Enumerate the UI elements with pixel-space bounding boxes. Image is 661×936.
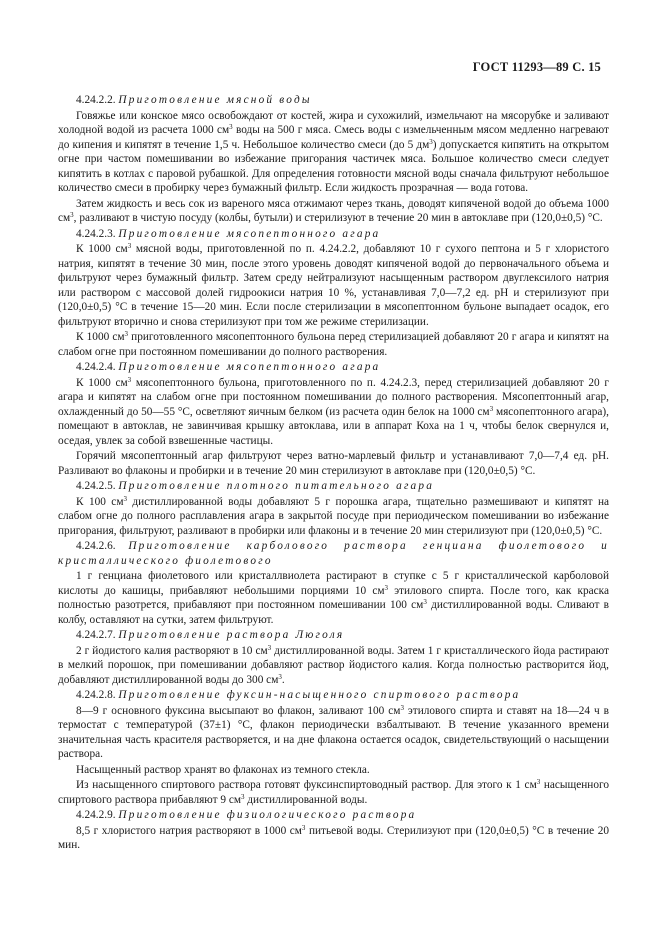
paragraph-text: мясопептонного агара), помещают в автоклав, не завинчивая крышку автоклава, или в аппарат Коха на 1 ч, чтобы белок свернулся и, оседая, увлек за собой взвешенные частицы. [58, 405, 609, 447]
superscript: 3 [123, 494, 127, 503]
superscript: 3 [70, 211, 74, 219]
superscript: 3 [267, 643, 272, 652]
document-body [58, 93, 609, 853]
paragraph-text: Говяжье или конское мясо освобождают от костей, жира и сухожилий, измельчают на мясорубке и заливают холодной водой из расчета 1000 см [58, 109, 609, 136]
body-paragraph [58, 376, 609, 449]
paragraph-text: 1 г генциана фиолетового или кристаллвиолета растирают в ступке с 5 г кристаллической карболовой кислоты до кашицы, прибавляют небольшими порциями 10 см [58, 570, 609, 597]
superscript: 3 [127, 375, 132, 384]
paragraph-text: . [281, 673, 285, 686]
section-title: Приготовление физиологического раствора [118, 809, 417, 821]
superscript: 3 [229, 123, 233, 131]
superscript: 3 [127, 242, 132, 250]
body-paragraph [58, 242, 609, 329]
section-heading [58, 227, 609, 242]
body-paragraph [58, 704, 609, 762]
paragraph-text: этилового спирта и ставят на 18—24 ч в термостат с температурой (37±1) °С, флакон периодически взбалтывают. В течение указанного времени значительная часть красителя растворяется, и на дне флакона остается осадок, свидетельствующий о насыщении раствора. [58, 704, 609, 760]
paragraph-text: Насыщенный раствор хранят во флаконах из темного стекла. [76, 763, 370, 776]
superscript: 3 [124, 330, 129, 338]
section-title: Приготовление мясопептонного агара [118, 361, 381, 373]
paragraph-text: Горячий мясопептонный агар фильтруют через ватно-марлевый фильтр и устанавливают 7,0—7,4 ед. рН. Разливают во флаконы и пробирки и в течение 20 мин стерилизуют в автоклаве при (120,0±0,5) °С. [58, 450, 609, 477]
paragraph-text: , разливают в чистую посуду (колбы, бутыли) и стерилизуют в течение 20 мин в автоклаве при (120,0±0,5) °С. [73, 212, 603, 224]
superscript: 3 [384, 583, 389, 592]
body-paragraph [58, 824, 609, 853]
paragraph-text: насыщенного спиртового раствора прибавляют 9 см [58, 779, 609, 806]
body-paragraph [58, 109, 609, 196]
section-heading [58, 628, 609, 643]
paragraph-text: ) допускается кипятить на открытом огне при частом помешивании во избежание пригорания частичек мяса. Большое количество смеси следует кипятить в котлах с паровой рубашкой. Для определения готовности мясной воды сначала фильтруют небольшое количество смеси в пробирку через бумажный фильтр. Если жидкость прозрачная — вода готова. [58, 138, 609, 194]
section-number: 4.24.2.5. [76, 480, 116, 492]
section-number: 4.24.2.3. [76, 227, 116, 240]
superscript: 3 [301, 823, 306, 832]
body-paragraph [58, 197, 609, 226]
superscript: 3 [423, 598, 427, 606]
body-paragraph [58, 330, 609, 359]
paragraph-text: 8,5 г хлористого натрия растворяют в 1000 см [76, 824, 302, 837]
paragraph-text: К 100 см [76, 495, 124, 508]
section-heading [58, 808, 609, 823]
section-title: Приготовление мясной воды [118, 94, 312, 106]
section-number: 4.24.2.7. [76, 629, 116, 641]
section-heading [58, 360, 609, 375]
superscript: 3 [536, 778, 541, 786]
paragraph-text: К 1000 см [76, 376, 128, 389]
section-heading [58, 539, 609, 568]
paragraph-text: дистиллированной воды. Сливают в колбу, оставляют на сутки, затем фильтруют. [58, 599, 609, 626]
superscript: 3 [429, 137, 433, 146]
paragraph-text: мясопептонного бульона, приготовленного по п. 4.24.2.3, перед стерилизацией добавляют 20 г агара и кипятят на слабом огне при постоянном помешивании до полного растворения. Мясопептонный агар, охлажденный до 50—55 °С, осветляют яичным белком (из расчета один белок на 1000 см [58, 376, 609, 418]
paragraph-text: Из насыщенного спиртового раствора готовят фуксинспиртоводный раствор. Для этого к 1 см [76, 779, 537, 791]
section-title: Приготовление мясопептонного агара [118, 227, 381, 240]
paragraph-text: мясной воды, приготовленной по п. 4.24.2.2, добавляют 10 г сухого пептона и 5 г хлористого натрия, кипятят в течение 30 мин, после этого уровень доводят кипяченой водой до первоначального объема и фильтруют через бумажный фильтр. Затем среду нейтрализуют насыщенным раствором двуглексилого натрия или раствором с массовой долей гидроокиси натрия 10 %, устанавливая 7,0—7,2 ед. рН и стерилизуют при (120,0±0,5) °С в течение 15—20 мин. Если после стерилизации в мясопептонном бульоне выпадает осадок, его фильтруют вторично и снова стерилизуют при том же режиме стерилизации. [58, 243, 609, 328]
superscript: 3 [400, 703, 404, 712]
paragraph-text: К 1000 см [76, 243, 128, 255]
section-number: 4.24.2.9. [76, 809, 116, 821]
paragraph-text: дистиллированной воды добавляют 5 г порошка агара, тщательно размешивают и кипятят на слабом огне до полного расплавления агара в закрытой посуде при периодическом помешивании во избежание пригорания, фильтруют, разливают в пробирки или флаконы и в течение 20 мин стерилизуют при (120,0±0,5) °С. [58, 495, 610, 537]
section-heading [58, 93, 609, 108]
body-paragraph [58, 778, 609, 807]
section-number: 4.24.2.2. [76, 94, 116, 106]
section-number: 4.24.2.4. [76, 361, 116, 373]
body-paragraph [58, 449, 609, 478]
page-header: ГОСТ 11293—89 С. 15 [472, 60, 601, 74]
section-heading [58, 479, 609, 494]
section-number: 4.24.2.8. [76, 689, 116, 701]
section-title: Приготовление карболового раствора генциана фиолетового и кристаллического фиолетового [58, 540, 609, 567]
paragraph-text: 2 г йодистого калия растворяют в 10 см [76, 644, 268, 657]
superscript: 3 [278, 672, 282, 681]
paragraph-text: питьевой воды. Стерилизуют при (120,0±0,5) °С в течение 20 мин. [58, 824, 609, 851]
paragraph-text: 8—9 г основного фуксина высыпают во флакон, заливают 100 см [76, 704, 401, 717]
paragraph-text: этилового спирта. После того, как краска полностью разотрется, прибавляют при постоянном помешивании 100 см [58, 584, 609, 611]
body-paragraph [58, 763, 609, 778]
paragraph-text: К 1000 см [76, 331, 125, 343]
body-paragraph [58, 644, 609, 688]
section-title: Приготовление раствора Люголя [118, 629, 345, 641]
paragraph-text: дистиллированной воды. Затем 1 г кристаллического йода растирают в мелкий порошок, при помешивании добавляют раствор йодистого калия. Когда полностью растворится йод, добавляют дистиллированной воды до 300 см [58, 644, 609, 686]
section-title: Приготовление плотного питательного агара [118, 480, 435, 492]
body-paragraph [58, 495, 609, 539]
paragraph-text: дистиллированной воды. [244, 793, 368, 806]
superscript: 3 [489, 404, 494, 413]
section-heading [58, 688, 609, 703]
body-paragraph [58, 569, 609, 627]
paragraph-text: Затем жидкость и весь сок из вареного мяса отжимают через ткань, доводят кипяченой водой до объема 1000 см [58, 197, 609, 224]
paragraph-text: приготовленного мясопептонного бульона перед стерилизацией добавляют 20 г агара и кипятят на слабом огне при постоянном помешивании до полного растворения. [58, 331, 609, 358]
section-title: Приготовление фуксин-насыщенного спиртового раствора [118, 689, 521, 701]
superscript: 3 [240, 792, 245, 801]
paragraph-text: воды на 500 г мяса. Смесь воды с измельченным мясом медленно нагревают до кипения и кипятят в течение 1,5 ч. Небольшое количество смеси (до 5 дм [58, 124, 609, 151]
section-number: 4.24.2.6. [76, 540, 116, 552]
